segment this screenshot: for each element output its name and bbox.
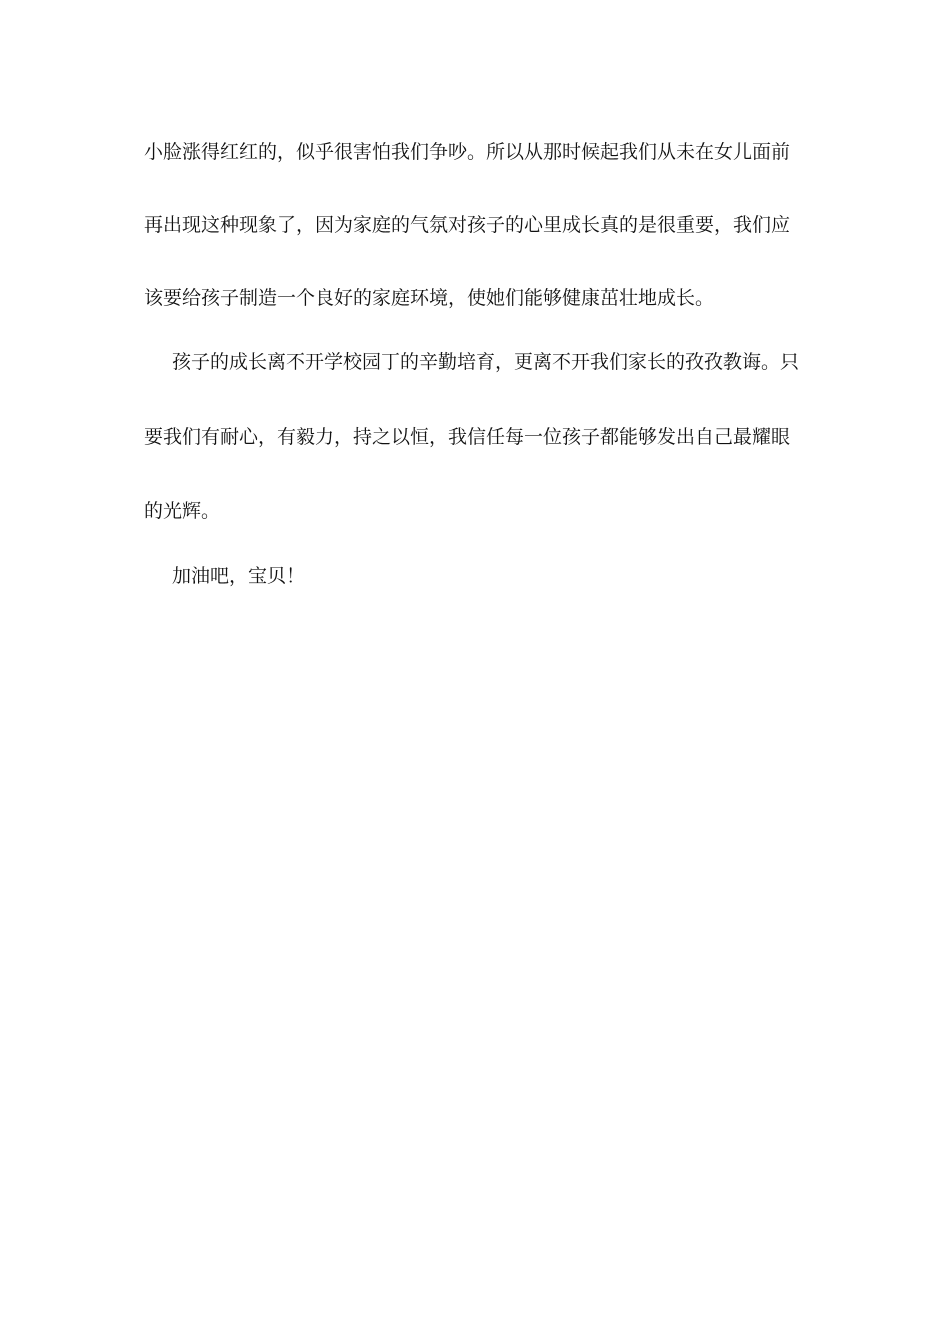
paragraph-2-line-2: 要我们有耐心，有毅力，持之以恒，我信任每一位孩子都能够发出自己最耀眼 (144, 426, 791, 448)
paragraph-1-line-3: 该要给孩子制造一个良好的家庭环境，使她们能够健康茁壮地成长。 (144, 287, 715, 309)
paragraph-3-line-1: 加油吧，宝贝！ (172, 565, 306, 587)
paragraph-1-line-1: 小脸涨得红红的，似乎很害怕我们争吵。所以从那时候起我们从未在女儿面前 (144, 141, 791, 163)
paragraph-2-line-3: 的光辉。 (144, 500, 221, 522)
paragraph-1-line-2: 再出现这种现象了，因为家庭的气氛对孩子的心里成长真的是很重要，我们应 (144, 214, 791, 236)
paragraph-2-line-1: 孩子的成长离不开学校园丁的辛勤培育，更离不开我们家长的孜孜教诲。只 (172, 351, 800, 373)
